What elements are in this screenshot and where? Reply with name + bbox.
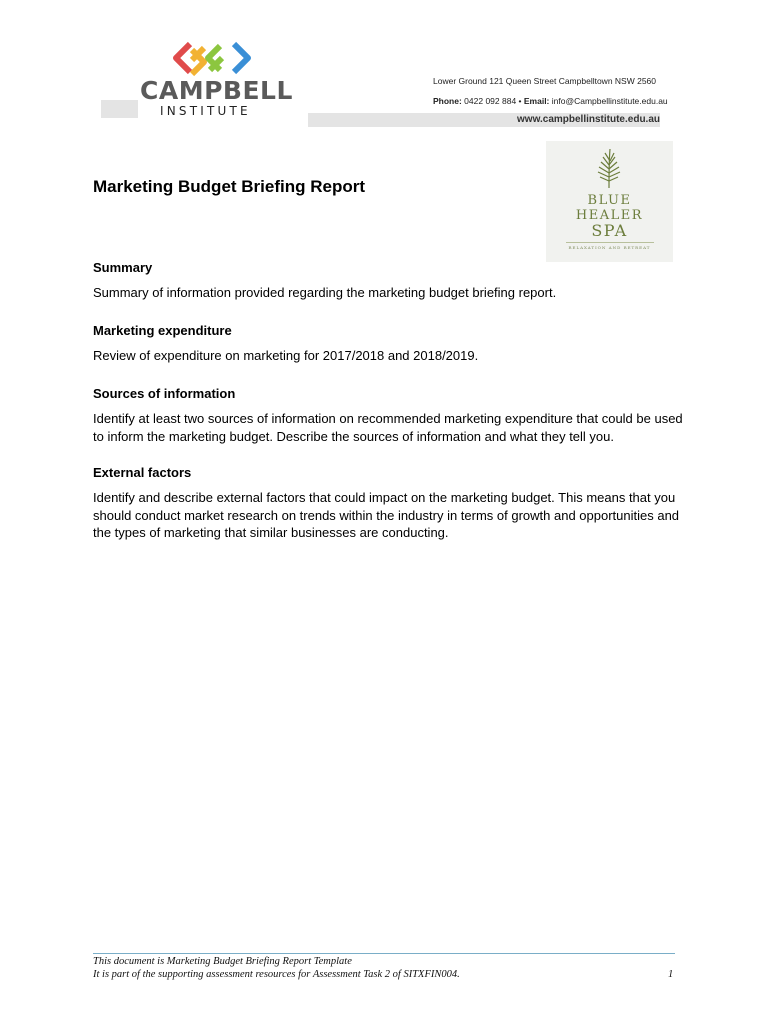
spa-logo — [546, 141, 673, 262]
section-body: Summary of information provided regarding the marketing budget briefing report. — [93, 285, 557, 300]
section-external-factors — [93, 465, 683, 542]
section-body: Identify at least two sources of information on recommended marketing expenditure that could be used to inform the marketing budget. Describe the sources of information and what they tell you. — [93, 411, 683, 444]
section-sources-of-information — [93, 386, 683, 445]
spa-name-line1: BLUE — [587, 193, 632, 208]
header-contact — [433, 95, 668, 107]
document-title: Marketing Budget Briefing Report — [93, 177, 366, 196]
phone-label: Phone: — [433, 96, 462, 106]
spa-name-line2: HEALER — [575, 208, 644, 223]
section-heading: Summary — [93, 260, 153, 275]
section-heading: External factors — [93, 465, 192, 480]
phone-number: 0422 092 884 • — [461, 96, 524, 106]
logo-accent-bar — [101, 100, 138, 118]
logo-name: CAMPBELL — [140, 76, 293, 105]
section-body: Identify and describe external factors that could impact on the marketing budget. This means that you should conduct market research on trends within the industry in terms of growth and opportunities and the types of marketing that similar businesses are conducting. — [93, 490, 680, 540]
email-address[interactable]: info@Campbellinstitute.edu.au — [549, 96, 668, 106]
section-marketing-expenditure — [93, 323, 683, 365]
campbell-logo-icon — [170, 40, 256, 80]
footer-line-2: It is part of the supporting assessment resources for Assessment Task 2 of SITXFIN004. — [93, 969, 460, 980]
header-address: Lower Ground 121 Queen Street Campbelltown NSW 2560 — [433, 76, 657, 86]
website-link[interactable]: www.campbellinstitute.edu.au — [517, 114, 660, 125]
section-body: Review of expenditure on marketing for 2017/2018 and 2018/2019. — [93, 348, 479, 363]
footer-line-1: This document is Marketing Budget Briefing Report Template — [93, 956, 352, 967]
logo-subtitle: INSTITUTE — [160, 104, 251, 118]
section-heading: Sources of information — [93, 386, 236, 401]
page-number: 1 — [668, 969, 674, 980]
email-label: Email: — [523, 96, 550, 106]
palm-leaf-icon — [594, 147, 624, 189]
spa-tagline: RELAXATION AND RETREAT — [568, 245, 651, 250]
spa-name-line3: SPA — [591, 221, 628, 240]
section-summary — [93, 260, 683, 302]
footer-divider — [93, 953, 675, 954]
section-heading: Marketing expenditure — [93, 323, 232, 338]
spa-divider — [566, 242, 654, 243]
